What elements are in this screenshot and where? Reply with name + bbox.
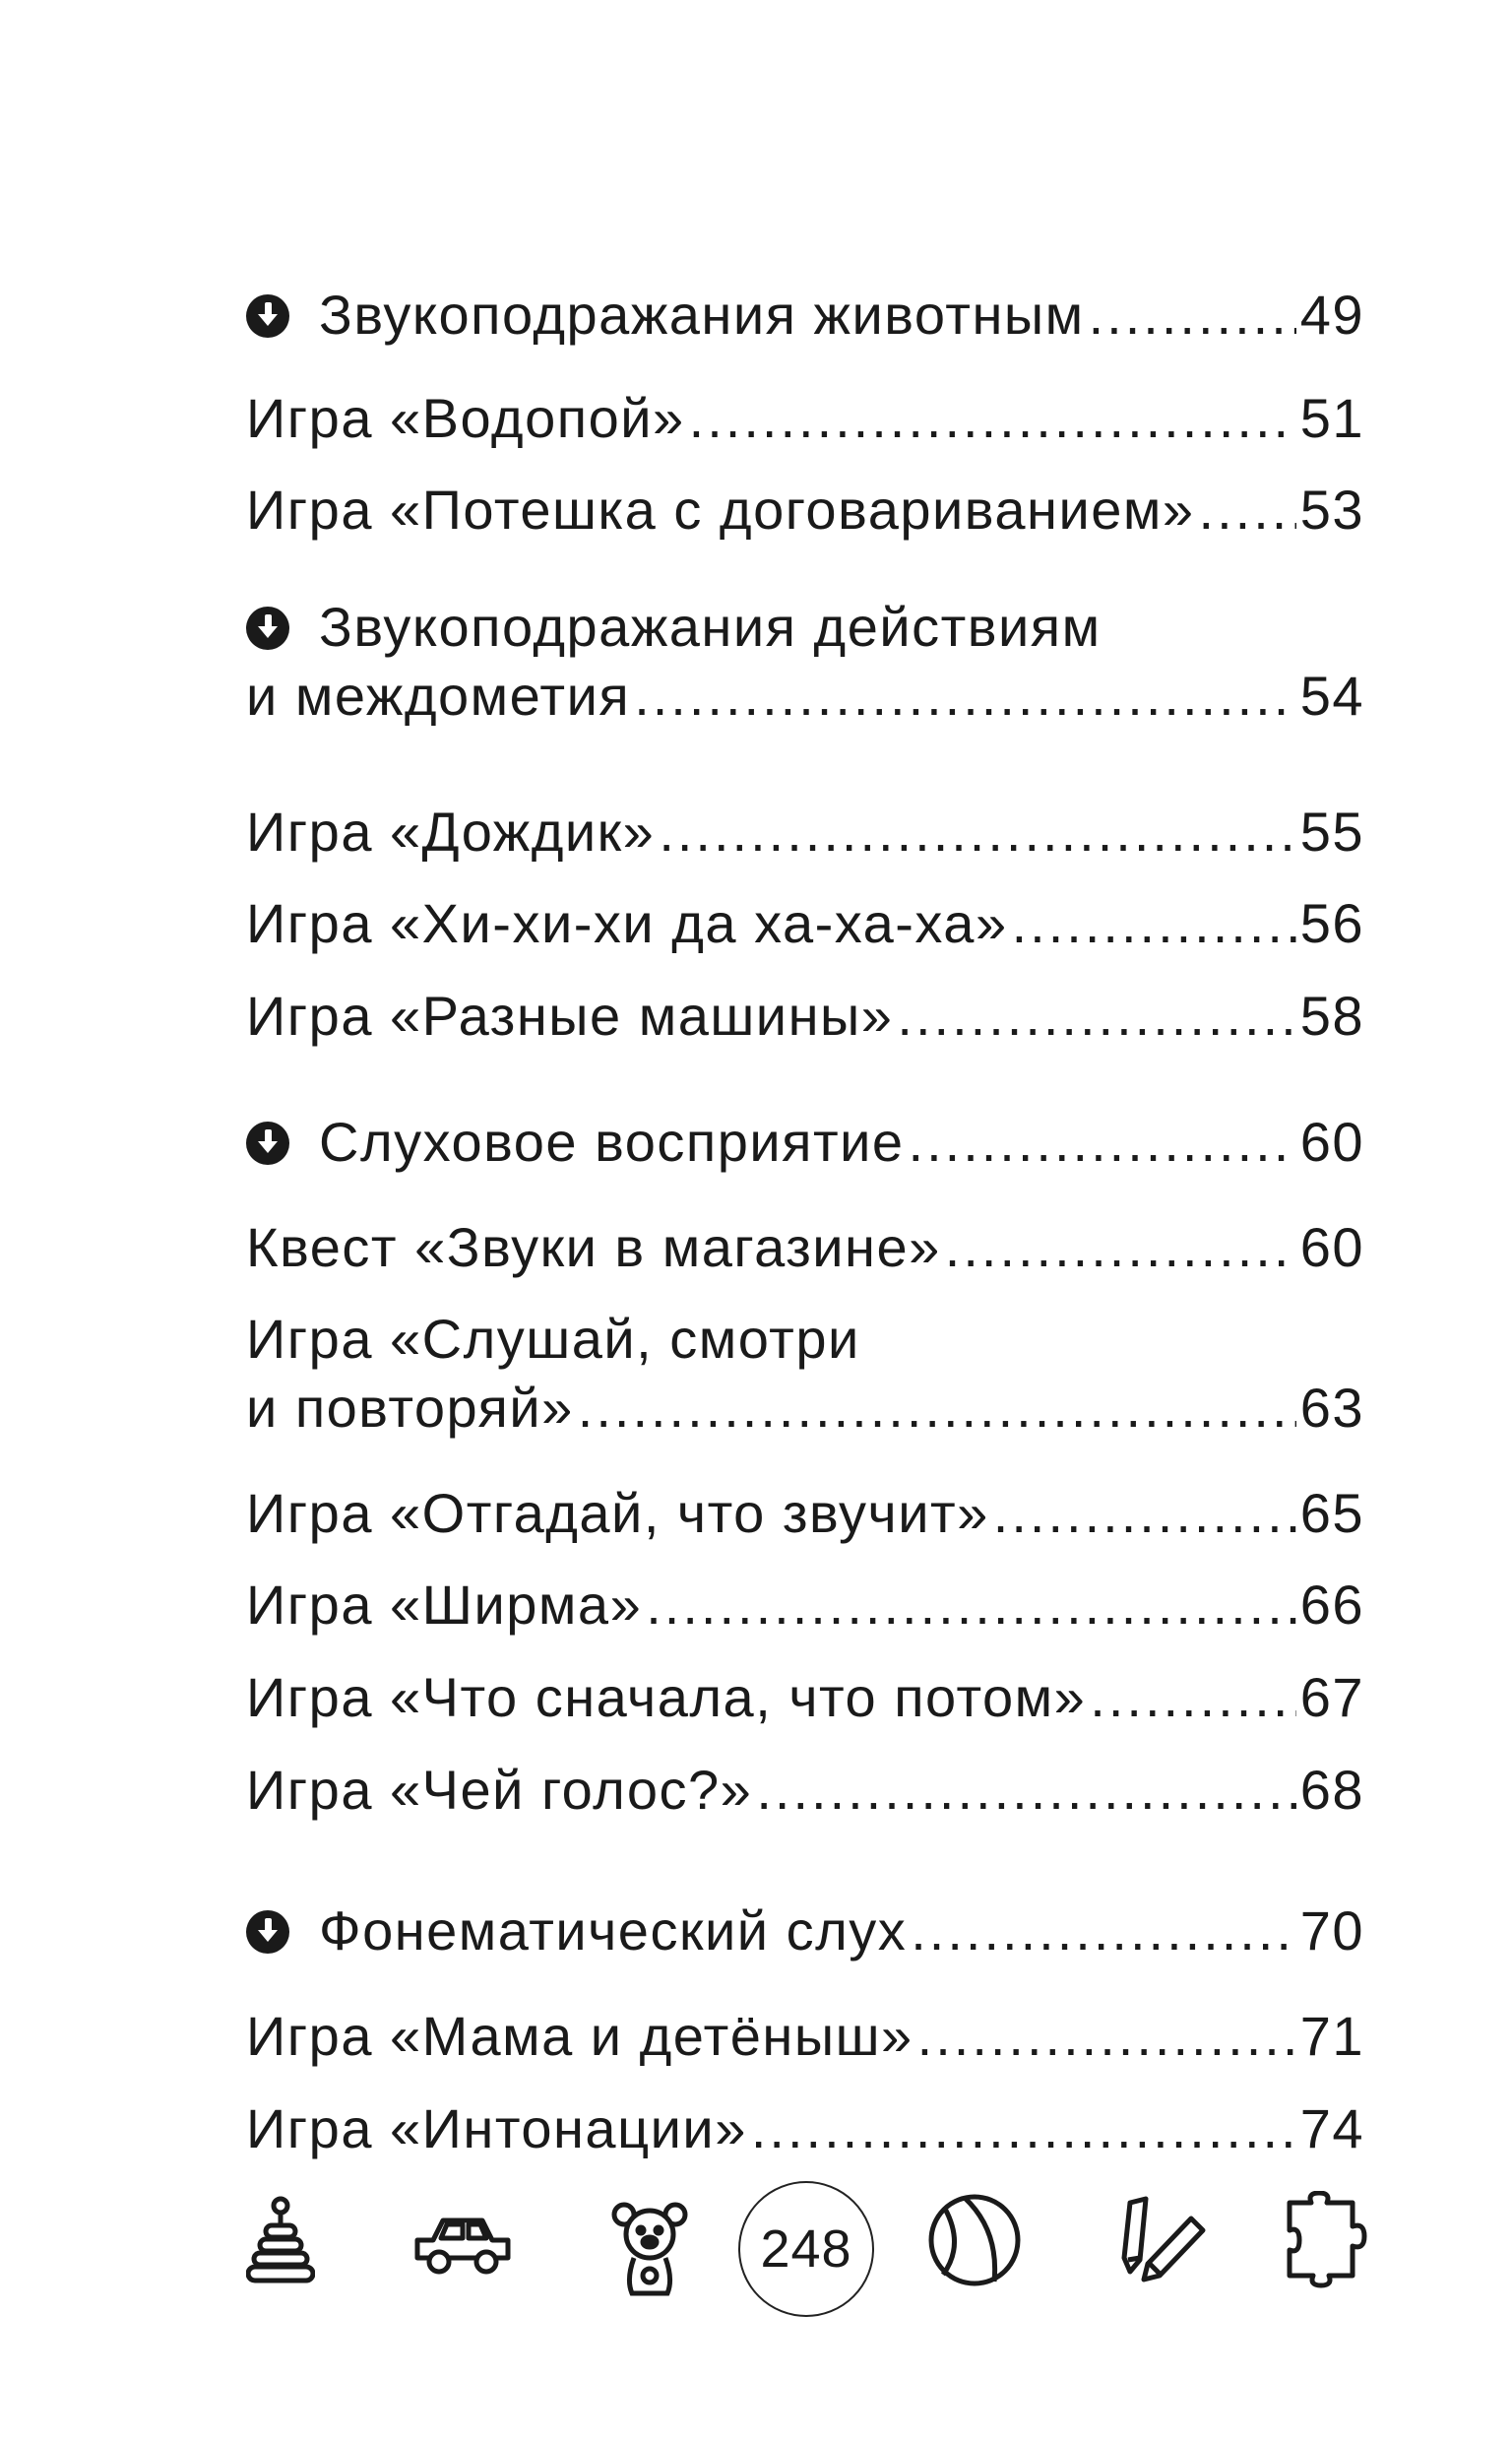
toc-entry-line xyxy=(246,1479,1364,1548)
toc-entry-title xyxy=(246,1756,752,1825)
teddy-bear-icon xyxy=(610,2201,689,2299)
toc-entry-line xyxy=(246,1897,1364,1965)
toc-entry-text: Игра «Чей голос?» xyxy=(246,1759,753,1821)
arrow-down-circle-icon xyxy=(246,1910,289,1954)
toc-entry[interactable] xyxy=(246,798,1364,867)
toc-entry-text: Звукоподражания животным xyxy=(319,284,1085,346)
page-footer xyxy=(246,2176,1364,2334)
dot-leader xyxy=(751,2094,1296,2163)
toc-section-entry[interactable] xyxy=(246,1897,1364,1965)
toc-entry-title xyxy=(246,2094,747,2163)
toc-entry-line xyxy=(246,593,1364,662)
toc-entry-text: Игра «Что сначала, что потом» xyxy=(246,1666,1087,1728)
toc-page-number: 67 xyxy=(1299,1666,1364,1728)
page-number: 248 xyxy=(738,2181,874,2317)
toc-entry-line xyxy=(246,1305,1364,1374)
toc-entry-line xyxy=(246,281,1364,350)
toc-page-number: 74 xyxy=(1299,2097,1364,2159)
dot-leader xyxy=(689,384,1296,453)
toc-entry-line xyxy=(246,476,1364,545)
toc-entry-title xyxy=(246,889,1008,958)
toc-entry-text: Игра «Отгадай, что звучит» xyxy=(246,1482,989,1544)
dot-leader xyxy=(578,1374,1296,1443)
toc-entry[interactable] xyxy=(246,1213,1364,1282)
dot-leader xyxy=(917,2002,1296,2071)
toc-entry-title xyxy=(246,2002,914,2071)
toy-car-icon xyxy=(413,2211,512,2280)
toc-entry-text: Игра «Ширма» xyxy=(246,1574,643,1636)
toc-entry-title xyxy=(246,1374,574,1443)
toc-entry-line xyxy=(246,1213,1364,1282)
dot-leader xyxy=(634,662,1296,731)
toc-entry-line xyxy=(246,1756,1364,1825)
toc-entry-title xyxy=(246,662,630,731)
toc-entry[interactable] xyxy=(246,1663,1364,1732)
dot-leader xyxy=(911,1897,1295,1965)
toc-entry-text: Игра «Потешка с договариванием» xyxy=(246,479,1195,541)
toc-entry-title xyxy=(246,1305,860,1374)
toc-entry-text: Фонематический слух xyxy=(319,1899,908,1961)
toc-entry-text: Игра «Мама и детёныш» xyxy=(246,2005,914,2067)
arrow-down-circle-icon xyxy=(246,294,289,338)
toc-entry-text: и повторяй» xyxy=(246,1377,574,1439)
toc-page-number: 60 xyxy=(1299,1216,1364,1278)
toc-entry-text: Слуховое восприятие xyxy=(319,1111,905,1173)
toc-entry[interactable] xyxy=(246,384,1364,453)
toc-entry-title xyxy=(246,1479,989,1548)
dot-leader xyxy=(909,1108,1296,1177)
toc-entry-line xyxy=(246,2094,1364,2163)
dot-leader xyxy=(1090,1663,1295,1732)
toc-entry[interactable] xyxy=(246,1756,1364,1825)
toc-page-number: 51 xyxy=(1299,387,1364,449)
toc-entry[interactable] xyxy=(246,2094,1364,2163)
toc-entry-text: Игра «Разные машины» xyxy=(246,985,894,1047)
toc-entry[interactable] xyxy=(246,1305,1364,1443)
toc-page-number: 65 xyxy=(1299,1482,1364,1544)
toc-entry-title xyxy=(246,593,1102,662)
pencils-icon xyxy=(1112,2191,1211,2289)
dot-leader xyxy=(659,798,1295,867)
dot-leader xyxy=(646,1571,1295,1639)
toc-page-number: 71 xyxy=(1299,2005,1364,2067)
toc-entry-line xyxy=(246,798,1364,867)
toc-entry-title xyxy=(246,1897,907,1965)
toc-entry-line xyxy=(246,1374,1364,1443)
toc-page-number: 66 xyxy=(1299,1574,1364,1636)
toc-entry[interactable] xyxy=(246,982,1364,1051)
dot-leader xyxy=(1199,476,1296,545)
toc-entry[interactable] xyxy=(246,1479,1364,1548)
toc-page-number: 49 xyxy=(1299,284,1364,346)
toc-entry-line xyxy=(246,384,1364,453)
toc-entry-title xyxy=(246,1663,1086,1732)
toc-entry-title xyxy=(246,1571,642,1639)
toc-entry[interactable] xyxy=(246,1571,1364,1639)
toc-entry-line xyxy=(246,2002,1364,2071)
toc-entry[interactable] xyxy=(246,476,1364,545)
pyramid-toy-icon xyxy=(246,2196,315,2294)
toc-entry-title xyxy=(246,1213,941,1282)
arrow-down-circle-icon xyxy=(246,1122,289,1165)
toc-page-number: 60 xyxy=(1299,1111,1364,1173)
toc-section-entry[interactable] xyxy=(246,281,1364,350)
toc-entry-title xyxy=(246,476,1195,545)
toc-entry-line xyxy=(246,662,1364,731)
toc-entry-line xyxy=(246,889,1364,958)
toc-entry-title xyxy=(246,982,893,1051)
toc-entry-text: Игра «Интонации» xyxy=(246,2097,747,2159)
toc-entry-title xyxy=(246,281,1085,350)
ball-icon xyxy=(925,2191,1024,2289)
toc-page-number: 70 xyxy=(1299,1899,1364,1961)
dot-leader xyxy=(1012,889,1296,958)
toc-section-entry[interactable] xyxy=(246,593,1364,731)
dot-leader xyxy=(897,982,1295,1051)
toc-entry-title xyxy=(246,384,685,453)
toc-page-number: 58 xyxy=(1299,985,1364,1047)
dot-leader xyxy=(756,1756,1295,1825)
toc-entry-line xyxy=(246,982,1364,1051)
dot-leader xyxy=(1089,281,1296,350)
toc-page-number: 53 xyxy=(1299,479,1364,541)
toc-entry[interactable] xyxy=(246,2002,1364,2071)
dot-leader xyxy=(945,1213,1296,1282)
toc-entry-text: Звукоподражания действиям xyxy=(319,596,1102,658)
toc-entry-text: и междометия xyxy=(246,665,631,727)
toc-entry-line xyxy=(246,1108,1364,1177)
toc-page-number: 68 xyxy=(1299,1759,1364,1821)
toc-entry-line xyxy=(246,1663,1364,1732)
toc-page-number: 55 xyxy=(1299,801,1364,863)
toc-entry-text: Игра «Хи-хи-хи да ха-ха-ха» xyxy=(246,892,1008,954)
toc-entry-title xyxy=(246,1108,905,1177)
toc-section-entry[interactable] xyxy=(246,1108,1364,1177)
arrow-down-circle-icon xyxy=(246,607,289,650)
toc-entry-text: Игра «Водопой» xyxy=(246,387,685,449)
toc-entry[interactable] xyxy=(246,889,1364,958)
toc-page-number: 56 xyxy=(1299,892,1364,954)
toc-entry-text: Квест «Звуки в магазине» xyxy=(246,1216,941,1278)
toc-entry-line xyxy=(246,1571,1364,1639)
toc-entry-text: Игра «Дождик» xyxy=(246,801,656,863)
puzzle-piece-icon xyxy=(1280,2191,1368,2289)
toc-entry-title xyxy=(246,798,655,867)
toc-page-number: 54 xyxy=(1299,665,1364,727)
toc-page-number: 63 xyxy=(1299,1377,1364,1439)
toc-entry-text: Игра «Слушай, смотри xyxy=(246,1308,860,1370)
dot-leader xyxy=(993,1479,1296,1548)
